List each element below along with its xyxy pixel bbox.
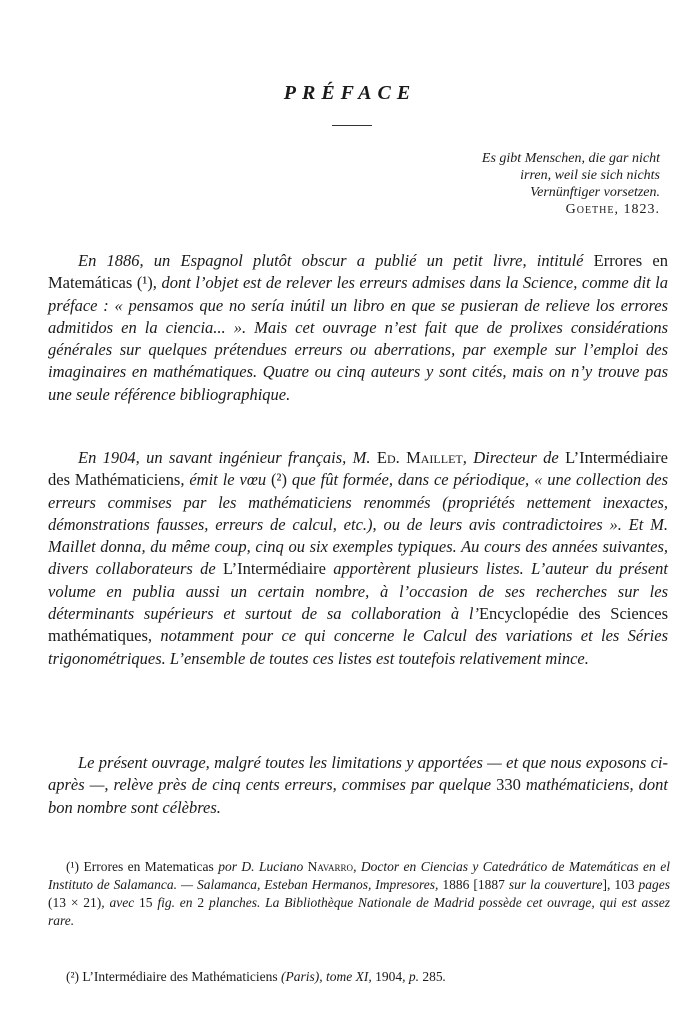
footnote-1-text xyxy=(48,858,670,930)
paragraph-1-text xyxy=(48,250,668,406)
text-run: sur la couverture xyxy=(504,877,603,892)
text-run: En 1886, un Espagnol plutôt obscur a publié un petit livre, intitulé xyxy=(78,251,594,270)
epigraph-line-1: Es gibt Menschen, die gar nicht xyxy=(481,151,660,166)
text-run: En 1904, un savant ingénieur français, M. xyxy=(78,448,377,467)
book-title: Errores en Matemáticas xyxy=(48,251,668,293)
footnote-journal: L’Intermédiaire des Mathématiciens xyxy=(79,969,278,984)
page-title: PRÉFACE xyxy=(283,82,417,104)
paragraph-3-text xyxy=(48,752,668,819)
text-run: , émit le vœu xyxy=(180,470,272,490)
journal-title: L’Intermédiaire des Mathématiciens xyxy=(48,448,668,490)
text-run: ], xyxy=(602,877,615,892)
text-run: . xyxy=(442,969,446,984)
text-run: pages xyxy=(634,877,671,892)
text-run: que fût formée, dans ce périodique, « une collection des erreurs commises par les mathématiciens renommés (propriétés nettement inexactes, démonstrations fausses, erreurs de calcul, etc.), ou de leurs avis contradictoires ». Et M. Maillet donna, du même coup, cinq ou six exemples typiques. Au cours des années suivantes, divers collaborateurs de xyxy=(48,470,668,579)
text-run: apportèrent plusieurs listes. L’auteur du présent volume en publia aussi un certain nombre, à l’occasion de ses recherches sur les déterminants supérieurs et surtout de sa collaboration à l’ xyxy=(48,559,668,624)
title-rule xyxy=(332,125,372,126)
text-run: , notamment pour ce qui concerne le Calcul des variations et les Séries trigonométriques. L’ensemble de toutes ces listes est toutefois relativement mince. xyxy=(48,626,668,668)
encyclopedia-title: Encyclopédie des Sciences mathématiques xyxy=(48,604,668,646)
footnote-page: 285 xyxy=(422,969,443,984)
footnote-plates: 2 xyxy=(197,895,205,910)
footnote-2 xyxy=(48,968,670,986)
text-run: Le présent ouvrage, malgré toutes les limitations y apportées — et que nous exposons ci-après —, relève près de cinq cents erreurs, commises par quelque xyxy=(48,753,668,795)
text-run: mathématiciens, dont bon nombre sont célèbres. xyxy=(48,775,668,817)
count-number: 330 xyxy=(496,775,521,795)
footnote-mark: (¹) xyxy=(66,859,80,874)
journal-title-short: L’Intermédiaire xyxy=(223,559,326,579)
text-run: , dont l’objet est de relever les erreurs admises dans la Science, comme dit la préface : « pensamos que no sería inútil un libro en que se pusieran de relieve los errores admitidos en la ciencia... ». Mais cet ouvrage n’est fait que de prolixes considérations générales sur quelques prétendues erreurs ou aberrations, par exemple sur l’emploi des imaginaires en mathématiques. Quatre ou cinq auteurs y sont cités, mais on n’y trouve pas une seule référence bibliographique. xyxy=(48,273,669,404)
footnote-size: (13 × 21) xyxy=(48,895,102,910)
paragraph-3 xyxy=(48,752,668,819)
text-run: (Paris), tome XI, xyxy=(277,969,376,984)
text-run: , avec xyxy=(101,895,140,910)
text-run: planches. La Bibliothèque Nationale de Madrid possède cet ouvrage, qui est assez rare. xyxy=(48,895,671,928)
text-run: fig. en xyxy=(152,895,198,910)
footnote-ref-2: (²) xyxy=(271,470,287,490)
paragraph-2-text xyxy=(48,447,668,670)
footnote-figures: 15 xyxy=(139,895,153,910)
footnote-ref-1: (¹) xyxy=(132,273,153,293)
footnote-mark: (²) xyxy=(66,969,80,984)
footnote-book-title: Errores en Matematicas xyxy=(79,859,214,874)
epigraph xyxy=(400,150,660,218)
epigraph-source: Goethe, 1823. xyxy=(565,202,660,217)
footnote-2-text xyxy=(48,968,670,986)
text-run: , Directeur de xyxy=(462,448,566,467)
epigraph-line-2: irren, weil sie sich nichts xyxy=(520,168,660,183)
paragraph-2 xyxy=(48,447,668,670)
text-run: , p. xyxy=(402,969,423,984)
footnote-year: 1904 xyxy=(375,969,403,984)
epigraph-line-3: Vernünftiger vorsetzen. xyxy=(530,185,660,200)
author-name: Ed. Maillet xyxy=(376,448,463,467)
footnote-pages: 103 xyxy=(614,877,635,892)
footnote-1 xyxy=(48,858,670,930)
footnote-author: Navarro xyxy=(307,859,354,874)
footnote-year: 1886 [1887 xyxy=(442,877,505,892)
paragraph-1 xyxy=(48,250,668,406)
text-run: por D. Luciano xyxy=(213,859,308,874)
text-run: , Doctor en Ciencias y Catedrático de Matemáticas en el Instituto de Salamanca. — Salamanca, Esteban Hermanos, Impresores, xyxy=(48,859,670,892)
